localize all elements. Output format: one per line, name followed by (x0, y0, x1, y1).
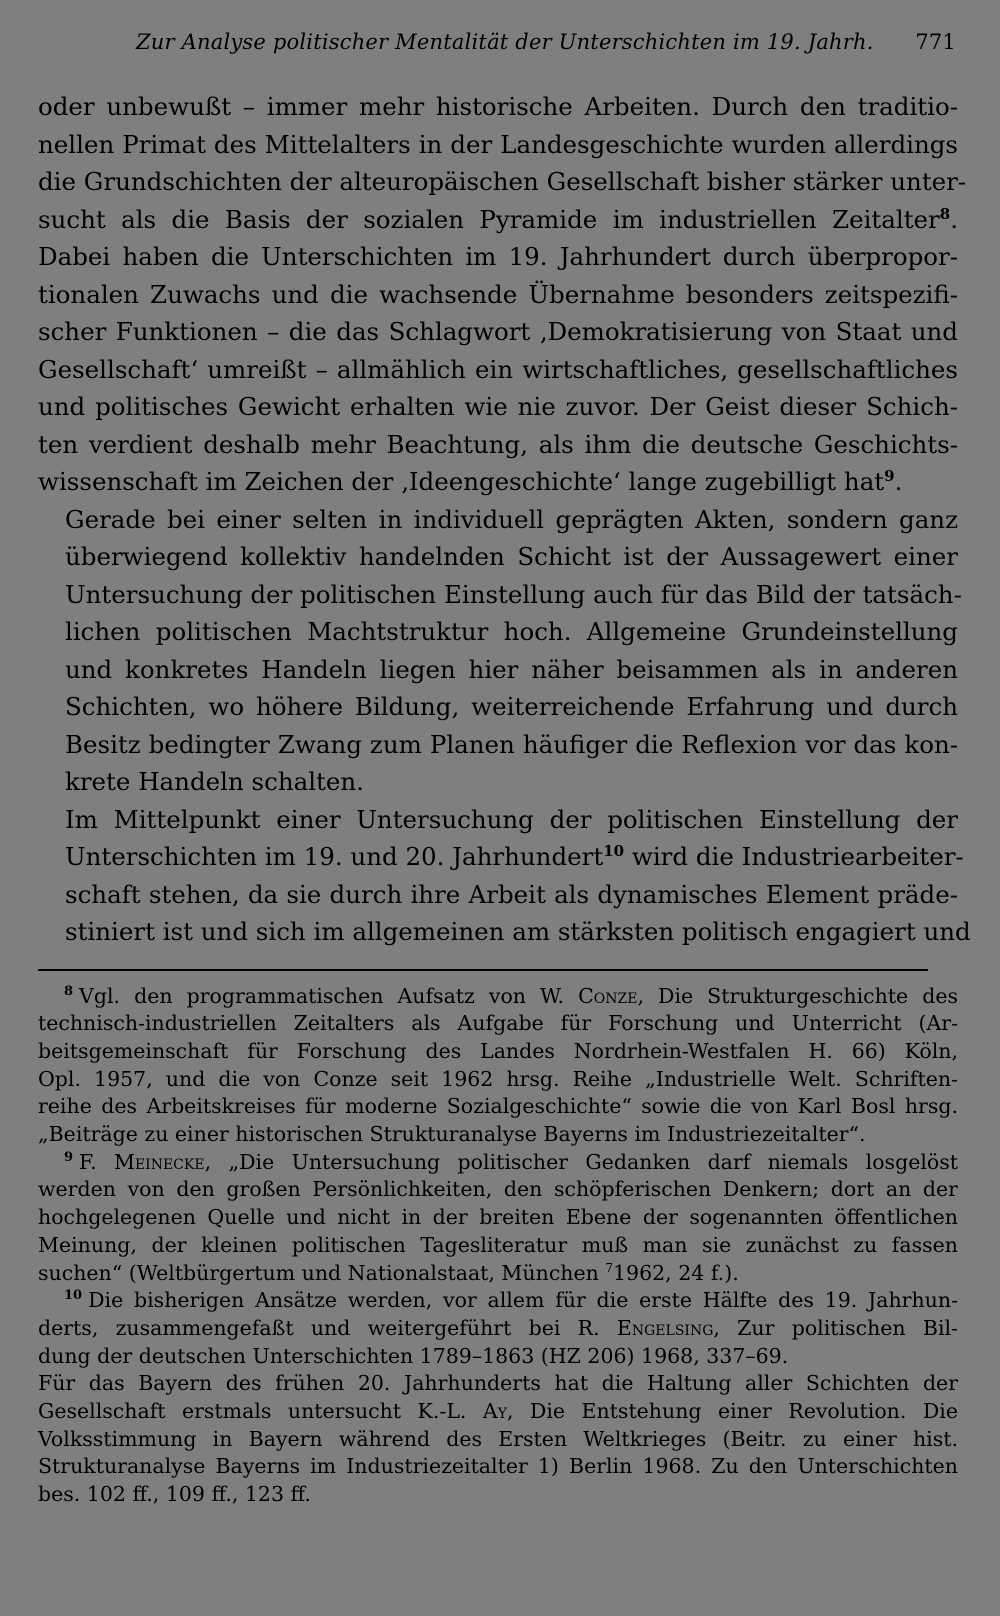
punctuation: . (894, 467, 903, 496)
text-line (38, 463, 958, 501)
text-line: und konkretes Handeln liegen hier näher beisammen als in anderen (65, 654, 958, 684)
book-page (38, 30, 971, 1590)
footnote-line: Opl. 1957, und die von Conze seit 1962 hrsg. Reihe „Industrielle Welt. Schriften- (38, 1066, 958, 1091)
footnote-line: werden von den großen Persönlichkeiten, den schöpferischen Denkern; dort an der (38, 1177, 958, 1202)
footnote-line (38, 983, 958, 1011)
text-line: und politisches Gewicht erhalten wie nie zuvor. Der Geist dieser Schich- (38, 392, 958, 421)
text-line: die Grundschichten der alteuropäischen Gesellschaft bisher stärker unter- (38, 167, 967, 196)
footnote-line: Strukturanalyse Bayerns im Industriezeitalter 1) Berlin 1968. Zu den Unterschichten (38, 1454, 958, 1479)
text-line (38, 838, 964, 876)
author-name: Meinecke (113, 1149, 205, 1174)
text-line: lichen politischen Machtstruktur hoch. Allgemeine Grundeinstellung (65, 617, 958, 646)
footnote-line (38, 1149, 958, 1177)
footnotes (38, 983, 958, 1509)
footnote-line (38, 1398, 958, 1426)
text-segment: , Die Strukturgeschichte des (637, 983, 958, 1008)
footnote-line (38, 1315, 958, 1343)
text-line: ten verdient deshalb mehr Beachtung, als ihm die deutsche Geschichts- (38, 429, 958, 459)
text-segment: sucht als die Basis der sozialen Pyramide im industriellen Zeitalter (38, 204, 940, 234)
text-segment: 1962, 24 f.). (613, 1260, 739, 1285)
footnote-line: hochgelegenen Quelle und nicht in der breiten Ebene der sogenannten öffentlichen (38, 1205, 958, 1230)
text-line: nellen Primat des Mittelalters in der Landesgeschichte wurden allerdings (38, 129, 958, 159)
footnote-marker-8[interactable]: 8 (939, 204, 951, 223)
text-line: tionalen Zuwachs und die wachsende Übernahme besonders zeitspezifi- (38, 279, 958, 309)
author-name: Conze (578, 983, 638, 1008)
paragraph-2 (38, 501, 962, 801)
text-line: oder unbewußt – immer mehr historische Arbeiten. Durch den traditio- (38, 92, 958, 121)
footnote-number: 10 (64, 1288, 83, 1304)
footnote-9 (38, 1149, 958, 1288)
footnote-marker-9[interactable]: 9 (884, 466, 895, 485)
text-segment: wird die Industriearbeiter- (631, 842, 964, 871)
footnote-marker-10[interactable]: 10 (603, 841, 625, 860)
footnote-number: 8 (64, 983, 74, 999)
text-segment: derts, zusammengefaßt und weitergeführt bei R. (38, 1315, 617, 1340)
footnote-number: 9 (64, 1149, 74, 1165)
text-line: Dabei haben die Unterschichten im 19. Jahrhundert durch überpropor- (38, 242, 958, 271)
running-head-title: Zur Analyse politischer Mentalität der Unterschichten im 19. Jahrh. (136, 30, 874, 54)
text-line: krete Handeln schalten. (65, 767, 364, 796)
main-text (38, 88, 971, 951)
punctuation: . (950, 204, 958, 234)
footnote-line: dung der deutschen Unterschichten 1789–1863 (HZ 206) 1968, 337–69. (38, 1343, 789, 1368)
text-line: Untersuchung der politischen Einstellung auch für das Bild der tatsäch- (65, 579, 962, 609)
footnote-line: bes. 102 ff., 109 ff., 123 ff. (38, 1482, 311, 1507)
footnote-10 (38, 1287, 958, 1509)
text-segment: Gesellschaft erstmals untersucht K.-L. (38, 1399, 483, 1424)
text-line: überwiegend kollektiv handelnden Schicht ist der Aussagewert einer (65, 542, 958, 571)
text-segment: Die bisherigen Ansätze werden, vor allem für die erste Hälfte des 19. Jahrhun- (88, 1288, 958, 1313)
footnote-line: Für das Bayern des frühen 20. Jahrhunderts hat die Haltung aller Schichten der (38, 1371, 958, 1396)
text-segment: wissenschaft im Zeichen der ‚Ideengeschichte‘ lange zugebilligt hat (38, 467, 885, 496)
text-segment: , Die Entstehung einer Revolution. Die (506, 1399, 958, 1424)
footnote-line (38, 1260, 958, 1288)
footnote-line: reihe des Arbeitskreises für moderne Sozialgeschichte“ sowie die von Karl Bosl hrsg. (38, 1094, 958, 1119)
edition-superscript: 7 (605, 1260, 614, 1275)
text-line: schaft stehen, da sie durch ihre Arbeit als dynamisches Element präde- (65, 879, 958, 909)
text-line: Schichten, wo höhere Bildung, weiterreichende Erfahrung und durch (65, 692, 958, 721)
author-name: Engelsing (616, 1315, 714, 1340)
text-line (38, 201, 958, 239)
text-line: stiniert ist und sich im allgemeinen am stärksten politisch engagiert und (65, 917, 971, 946)
text-segment: Vgl. den programmatischen Aufsatz von W. (79, 983, 579, 1008)
text-line: Besitz bedingter Zwang zum Planen häufiger die Reflexion vor das kon- (65, 729, 958, 759)
text-line: Gesellschaft‘ umreißt – allmählich ein wirtschaftliches, gesellschaftliches (38, 354, 958, 384)
footnote-line: beitsgemeinschaft für Forschung des Landes Nordrhein-Westfalen H. 66) Köln, (38, 1038, 958, 1063)
text-line: Gerade bei einer selten in individuell geprägten Akten, sondern ganz (65, 504, 958, 534)
text-line: scher Funktionen – die das Schlagwort ‚Demokratisierung von Staat und (38, 317, 958, 346)
paragraph-3 (38, 801, 971, 951)
footnote-line: Meinung, der kleinen politischen Tagesliteratur muß man sie zunächst zu fassen (38, 1232, 958, 1257)
text-line: Im Mittelpunkt einer Untersuchung der politischen Einstellung der (65, 804, 958, 834)
footnote-rule (38, 969, 928, 971)
paragraph-1 (38, 88, 967, 501)
text-segment: Unterschichten im 19. und 20. Jahrhundert (65, 842, 604, 871)
text-segment: , Zur politischen Bil- (713, 1315, 958, 1340)
footnote-line: Volksstimmung in Bayern während des Ersten Weltkrieges (Beitr. zu einer hist. (38, 1426, 958, 1451)
text-segment: , „Die Untersuchung politischer Gedanken darf niemals losgelöst (204, 1149, 958, 1174)
footnote-8 (38, 983, 958, 1149)
author-name: Ay (482, 1399, 507, 1424)
footnote-line: technisch-industriellen Zeitalters als Aufgabe für Forschung und Unterricht (Ar- (38, 1011, 958, 1036)
text-segment: F. (79, 1149, 114, 1174)
footnote-line: „Beiträge zu einer historischen Strukturanalyse Bayerns im Industriezeitalter“. (38, 1122, 866, 1147)
footnote-line (38, 1287, 958, 1315)
text-segment: suchen“ (Weltbürgertum und Nationalstaat, München (38, 1260, 606, 1285)
page-number: 771 (915, 30, 956, 54)
running-head (38, 30, 958, 74)
